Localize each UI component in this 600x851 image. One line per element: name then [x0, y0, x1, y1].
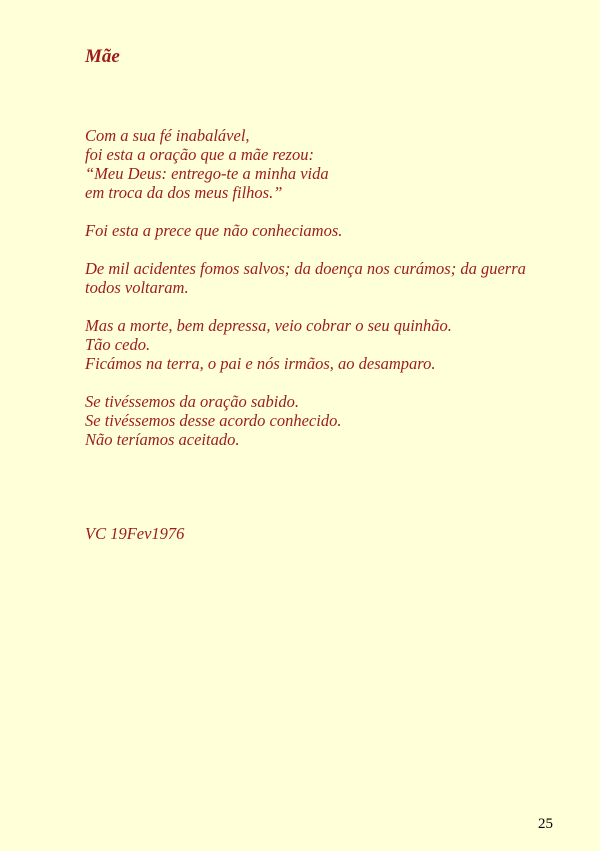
poem-line: Se tivéssemos da oração sabido. [85, 392, 300, 411]
stanza [85, 259, 555, 297]
poem-line: Tão cedo. [85, 335, 151, 354]
poem-line: Com a sua fé inabalável, [85, 126, 250, 145]
poem-line: todos voltaram. [85, 278, 189, 297]
poem-line: Ficámos na terra, o pai e nós irmãos, ao desamparo. [85, 354, 436, 373]
stanza [85, 392, 555, 449]
signature-date: VC 19Fev1976 [85, 524, 185, 543]
poem-body [85, 126, 555, 468]
poem-line: “Meu Deus: entrego-te a minha vida [85, 164, 329, 183]
stanza [85, 126, 555, 202]
poem-line: Foi esta a prece que não conheciamos. [85, 221, 343, 240]
poem-line: Mas a morte, bem depressa, veio cobrar o seu quinhão. [85, 316, 452, 335]
poem-title: Mãe [85, 46, 120, 67]
stanza [85, 316, 555, 373]
poem-line: De mil acidentes fomos salvos; da doença nos curámos; da guerra [85, 259, 526, 278]
poem-line: Não teríamos aceitado. [85, 430, 240, 449]
poem-line: foi esta a oração que a mãe rezou: [85, 145, 314, 164]
poem-line: Se tivéssemos desse acordo conhecido. [85, 411, 342, 430]
stanza [85, 221, 555, 240]
page-number: 25 [538, 816, 553, 832]
poem-line: em troca da dos meus filhos.” [85, 183, 283, 202]
